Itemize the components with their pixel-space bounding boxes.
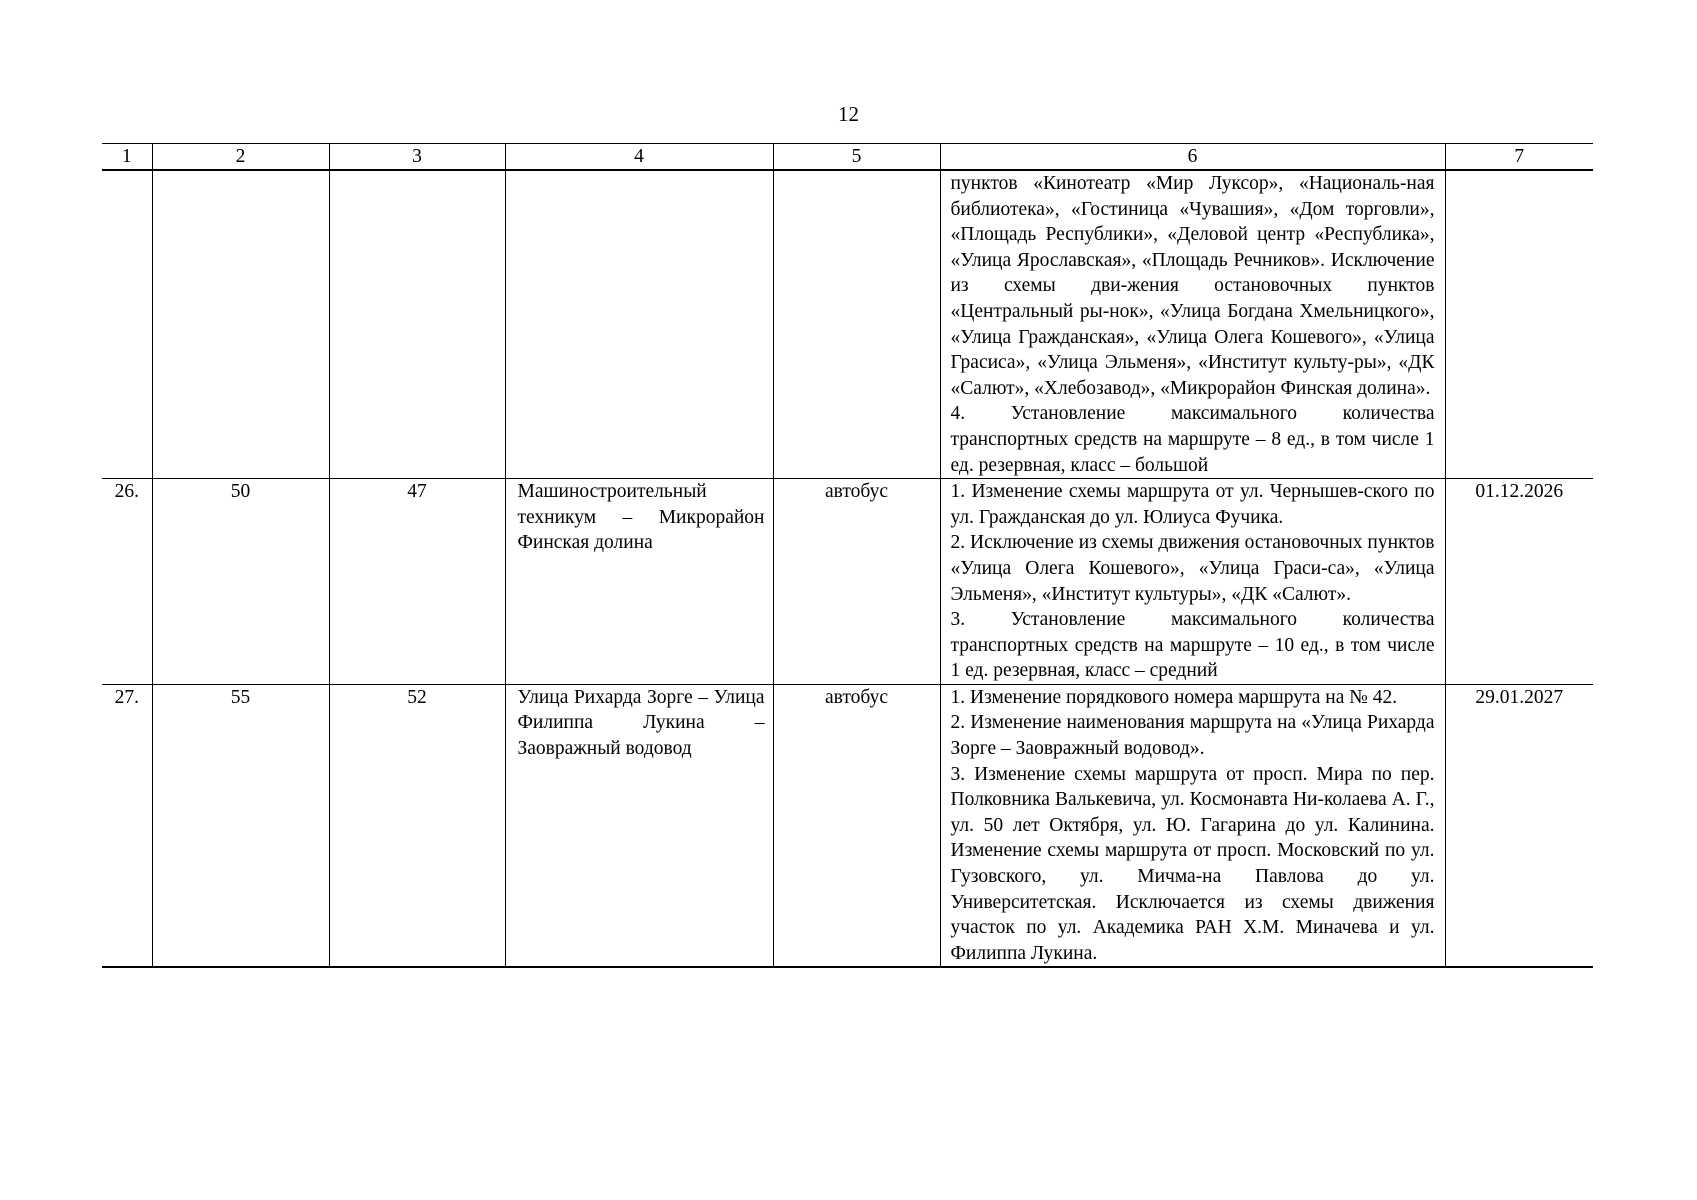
date-cell: 29.01.2027: [1445, 684, 1593, 967]
column-header-1: 1: [102, 144, 152, 171]
column-header-5: 5: [773, 144, 940, 171]
table-header-row: [102, 144, 1593, 171]
transport-type-cell: автобус: [773, 479, 940, 685]
change-paragraph: 4. Установление максимального количества транспортных средств на маршруте – 8 ед., в том числе 1 ед. резервная, класс – большой: [950, 403, 1435, 476]
cell-col-2: 50: [152, 479, 329, 685]
column-header-4: 4: [505, 144, 773, 171]
cell-col-2: [152, 170, 329, 479]
change-paragraph: 1. Изменение схемы маршрута от ул. Чернышев-ского по ул. Гражданская до ул. Юлиуса Фучика.: [950, 481, 1435, 528]
cell-col-3: 52: [329, 684, 505, 967]
route-name-cell: Улица Рихарда Зорге – Улица Филиппа Лукина – Заовражный водовод: [505, 684, 773, 967]
changes-cell: [940, 684, 1445, 967]
row-number-cell: 26.: [102, 479, 152, 685]
change-paragraph: пунктов «Кинотеатр «Мир Луксор», «Националь-ная библиотека», «Гостиница «Чувашия», «Дом торговли», «Площадь Республики», «Деловой центр «Республика», «Улица Ярославская», «Площадь Речников». Исключение из схемы дви-жения остановочных пунктов «Центральный ры-нок», «Улица Богдана Хмельницкого», «Улица Гражданская», «Улица Олега Кошевого», «Улица Грасиса», «Улица Эльменя», «Институт культу-ры», «ДК «Салют», «Хлебозавод», «Микрорайон Финская долина».: [950, 173, 1435, 399]
column-header-2: 2: [152, 144, 329, 171]
transport-type-cell: [773, 170, 940, 479]
changes-cell: [940, 479, 1445, 685]
route-name-cell: [505, 170, 773, 479]
date-cell: [1445, 170, 1593, 479]
cell-col-3: [329, 170, 505, 479]
column-header-7: 7: [1445, 144, 1593, 171]
table-row: [102, 684, 1593, 967]
row-number-cell: 27.: [102, 684, 152, 967]
transport-type-cell: автобус: [773, 684, 940, 967]
change-paragraph: 1. Изменение порядкового номера маршрута на № 42.: [950, 686, 1398, 708]
cell-col-2: 55: [152, 684, 329, 967]
cell-col-3: 47: [329, 479, 505, 685]
column-header-6: 6: [940, 144, 1445, 171]
routes-table: [102, 143, 1593, 968]
table-row: [102, 170, 1593, 479]
date-cell: 01.12.2026: [1445, 479, 1593, 685]
change-paragraph: 2. Исключение из схемы движения остановочных пунктов «Улица Олега Кошевого», «Улица Граси-са», «Улица Эльменя», «Институт культуры», «ДК «Салют».: [950, 532, 1435, 605]
changes-cell: [940, 170, 1445, 479]
page-number: 12: [838, 102, 859, 126]
column-header-3: 3: [329, 144, 505, 171]
change-paragraph: 3. Установление максимального количества транспортных средств на маршруте – 10 ед., в том числе 1 ед. резервная, класс – средний: [950, 609, 1435, 682]
change-paragraph: 3. Изменение схемы маршрута от просп. Мира по пер. Полковника Валькевича, ул. Космонавта Ни-колаева А. Г., ул. 50 лет Октября, ул. Ю. Гагарина до ул. Калинина. Изменение схемы маршрута от просп. Московский по ул. Гузовского, ул. Мичма-на Павлова до ул. Университетская. Исключается из схемы движения участок по ул. Академика РАН Х.М. Миначева и ул. Филиппа Лукина.: [950, 763, 1435, 964]
row-number-cell: [102, 170, 152, 479]
table-row: [102, 479, 1593, 685]
route-name-cell: Машиностроительный техникум – Микрорайон Финская долина: [505, 479, 773, 685]
change-paragraph: 2. Изменение наименования маршрута на «Улица Рихарда Зорге – Заовражный водовод».: [950, 712, 1435, 760]
